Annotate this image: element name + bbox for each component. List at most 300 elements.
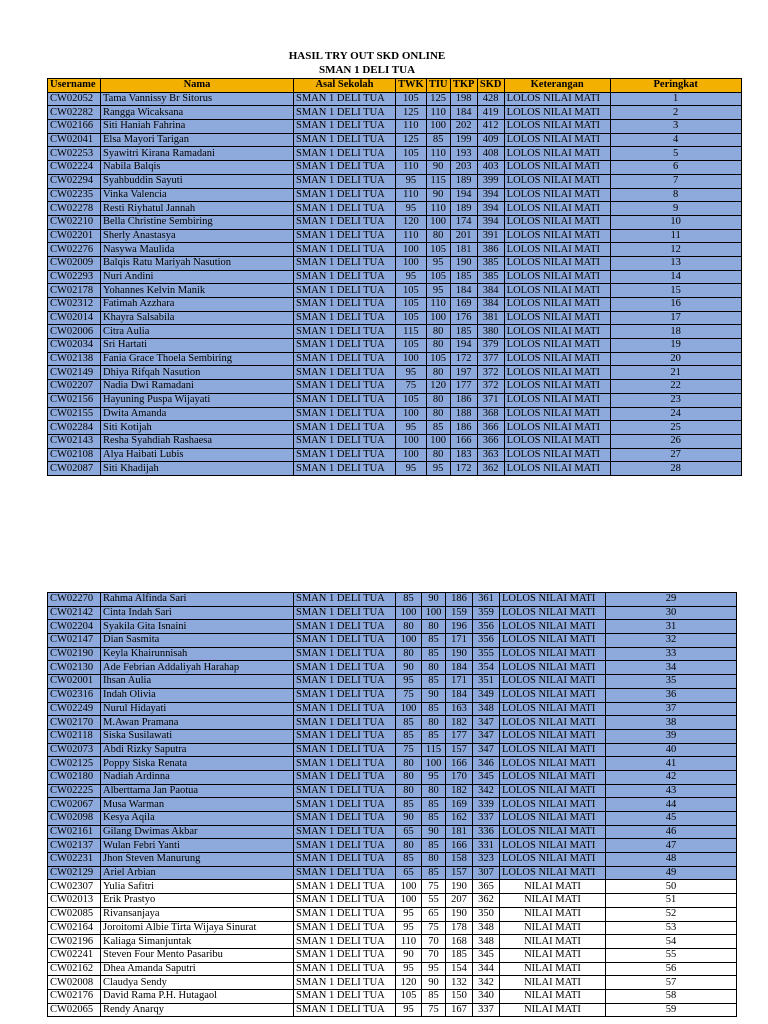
cell-skd: 361 xyxy=(473,593,500,607)
table-row xyxy=(48,298,742,312)
table-row xyxy=(48,866,737,880)
cell-peringkat: 46 xyxy=(606,825,737,839)
cell-username: CW02196 xyxy=(48,935,101,949)
cell-skd: 344 xyxy=(473,962,500,976)
cell-tiu: 75 xyxy=(422,921,446,935)
cell-twk: 75 xyxy=(396,380,427,394)
cell-nama: Ariel Arbian xyxy=(101,866,294,880)
cell-nama: Citra Aulia xyxy=(101,325,294,339)
cell-skd: 391 xyxy=(477,229,504,243)
cell-tkp: 194 xyxy=(450,188,477,202)
cell-asal-sekolah: SMAN 1 DELI TUA xyxy=(294,894,396,908)
cell-skd: 394 xyxy=(477,202,504,216)
cell-skd: 381 xyxy=(477,311,504,325)
cell-twk: 95 xyxy=(396,962,422,976)
cell-keterangan: LOLOS NILAI MATI xyxy=(504,270,610,284)
cell-keterangan: LOLOS NILAI MATI xyxy=(504,352,610,366)
cell-keterangan: LOLOS NILAI MATI xyxy=(504,311,610,325)
cell-twk: 95 xyxy=(396,270,427,284)
cell-peringkat: 41 xyxy=(606,757,737,771)
cell-peringkat: 54 xyxy=(606,935,737,949)
cell-username: CW02142 xyxy=(48,606,101,620)
table-row xyxy=(48,606,737,620)
cell-username: CW02125 xyxy=(48,757,101,771)
cell-skd: 403 xyxy=(477,161,504,175)
cell-peringkat: 32 xyxy=(606,634,737,648)
cell-nama: Erik Prastyo xyxy=(101,894,294,908)
cell-asal-sekolah: SMAN 1 DELI TUA xyxy=(294,989,396,1003)
cell-keterangan: LOLOS NILAI MATI xyxy=(504,339,610,353)
cell-skd: 408 xyxy=(477,147,504,161)
cell-tiu: 105 xyxy=(426,270,450,284)
cell-twk: 95 xyxy=(396,907,422,921)
cell-nama: Kaliaga Simanjuntak xyxy=(101,935,294,949)
table-row xyxy=(48,757,737,771)
cell-peringkat: 19 xyxy=(610,339,741,353)
cell-username: CW02241 xyxy=(48,948,101,962)
cell-twk: 115 xyxy=(396,325,427,339)
cell-username: CW02009 xyxy=(48,256,101,270)
cell-keterangan: LOLOS NILAI MATI xyxy=(504,407,610,421)
cell-asal-sekolah: SMAN 1 DELI TUA xyxy=(294,729,396,743)
cell-tkp: 169 xyxy=(446,798,473,812)
cell-tkp: 185 xyxy=(450,270,477,284)
cell-asal-sekolah: SMAN 1 DELI TUA xyxy=(294,825,396,839)
cell-peringkat: 35 xyxy=(606,675,737,689)
cell-twk: 85 xyxy=(396,798,422,812)
cell-peringkat: 3 xyxy=(610,120,741,134)
cell-tiu: 70 xyxy=(422,935,446,949)
cell-keterangan: LOLOS NILAI MATI xyxy=(504,120,610,134)
cell-tkp: 163 xyxy=(446,702,473,716)
cell-username: CW02294 xyxy=(48,174,101,188)
cell-peringkat: 15 xyxy=(610,284,741,298)
cell-username: CW02143 xyxy=(48,434,101,448)
cell-asal-sekolah: SMAN 1 DELI TUA xyxy=(294,702,396,716)
cell-asal-sekolah: SMAN 1 DELI TUA xyxy=(294,434,396,448)
cell-peringkat: 49 xyxy=(606,866,737,880)
cell-tkp: 157 xyxy=(446,866,473,880)
cell-tkp: 172 xyxy=(450,352,477,366)
cell-peringkat: 56 xyxy=(606,962,737,976)
cell-asal-sekolah: SMAN 1 DELI TUA xyxy=(294,161,396,175)
cell-username: CW02155 xyxy=(48,407,101,421)
cell-username: CW02204 xyxy=(48,620,101,634)
cell-nama: Siti Kotijah xyxy=(101,421,294,435)
cell-tiu: 80 xyxy=(426,325,450,339)
cell-twk: 95 xyxy=(396,421,427,435)
cell-asal-sekolah: SMAN 1 DELI TUA xyxy=(294,188,396,202)
cell-asal-sekolah: SMAN 1 DELI TUA xyxy=(294,352,396,366)
cell-peringkat: 24 xyxy=(610,407,741,421)
cell-username: CW02180 xyxy=(48,770,101,784)
cell-nama: Resti Riyhatul Jannah xyxy=(101,202,294,216)
cell-tiu: 85 xyxy=(422,866,446,880)
cell-skd: 371 xyxy=(477,393,504,407)
cell-username: CW02156 xyxy=(48,393,101,407)
cell-asal-sekolah: SMAN 1 DELI TUA xyxy=(294,716,396,730)
cell-twk: 105 xyxy=(396,284,427,298)
cell-asal-sekolah: SMAN 1 DELI TUA xyxy=(294,462,396,476)
cell-tkp: 186 xyxy=(446,593,473,607)
cell-nama: Wulan Febri Yanti xyxy=(101,839,294,853)
cell-skd: 346 xyxy=(473,757,500,771)
cell-twk: 80 xyxy=(396,839,422,853)
table-row xyxy=(48,907,737,921)
cell-username: CW02210 xyxy=(48,215,101,229)
cell-asal-sekolah: SMAN 1 DELI TUA xyxy=(294,243,396,257)
cell-peringkat: 2 xyxy=(610,106,741,120)
cell-asal-sekolah: SMAN 1 DELI TUA xyxy=(294,106,396,120)
cell-tkp: 181 xyxy=(446,825,473,839)
cell-asal-sekolah: SMAN 1 DELI TUA xyxy=(294,133,396,147)
cell-tiu: 85 xyxy=(422,989,446,1003)
cell-tiu: 85 xyxy=(426,421,450,435)
cell-twk: 100 xyxy=(396,634,422,648)
cell-asal-sekolah: SMAN 1 DELI TUA xyxy=(294,311,396,325)
cell-username: CW02138 xyxy=(48,352,101,366)
table-row xyxy=(48,215,742,229)
cell-tkp: 190 xyxy=(446,880,473,894)
cell-keterangan: LOLOS NILAI MATI xyxy=(500,647,606,661)
cell-username: CW02235 xyxy=(48,188,101,202)
cell-nama: Bella Christine Sembiring xyxy=(101,215,294,229)
cell-twk: 105 xyxy=(396,393,427,407)
cell-peringkat: 55 xyxy=(606,948,737,962)
cell-keterangan: NILAI MATI xyxy=(500,976,606,990)
cell-tiu: 95 xyxy=(422,770,446,784)
cell-skd: 337 xyxy=(473,812,500,826)
cell-twk: 100 xyxy=(396,880,422,894)
table-row xyxy=(48,798,737,812)
cell-twk: 100 xyxy=(396,256,427,270)
cell-tiu: 110 xyxy=(426,202,450,216)
cell-tiu: 105 xyxy=(426,243,450,257)
table-row xyxy=(48,675,737,689)
cell-peringkat: 31 xyxy=(606,620,737,634)
cell-keterangan: LOLOS NILAI MATI xyxy=(500,688,606,702)
cell-tkp: 169 xyxy=(450,298,477,312)
cell-nama: Hayuning Puspa Wijayati xyxy=(101,393,294,407)
cell-username: CW02098 xyxy=(48,812,101,826)
cell-asal-sekolah: SMAN 1 DELI TUA xyxy=(294,215,396,229)
table-row xyxy=(48,92,742,106)
cell-username: CW02284 xyxy=(48,421,101,435)
cell-tkp: 190 xyxy=(450,256,477,270)
cell-tiu: 100 xyxy=(426,434,450,448)
cell-asal-sekolah: SMAN 1 DELI TUA xyxy=(294,853,396,867)
cell-skd: 342 xyxy=(473,784,500,798)
cell-tiu: 120 xyxy=(426,380,450,394)
header-asal-sekolah: Asal Sekolah xyxy=(294,79,396,93)
table-row xyxy=(48,770,737,784)
cell-peringkat: 33 xyxy=(606,647,737,661)
cell-peringkat: 52 xyxy=(606,907,737,921)
cell-nama: Alberttama Jan Paotua xyxy=(101,784,294,798)
cell-peringkat: 18 xyxy=(610,325,741,339)
cell-peringkat: 27 xyxy=(610,448,741,462)
cell-tkp: 189 xyxy=(450,174,477,188)
cell-keterangan: LOLOS NILAI MATI xyxy=(500,853,606,867)
cell-skd: 345 xyxy=(473,770,500,784)
cell-asal-sekolah: SMAN 1 DELI TUA xyxy=(294,120,396,134)
cell-nama: Alya Haibati Lubis xyxy=(101,448,294,462)
cell-username: CW02108 xyxy=(48,448,101,462)
cell-username: CW02276 xyxy=(48,243,101,257)
cell-keterangan: LOLOS NILAI MATI xyxy=(504,147,610,161)
cell-tkp: 182 xyxy=(446,716,473,730)
cell-peringkat: 30 xyxy=(606,606,737,620)
cell-asal-sekolah: SMAN 1 DELI TUA xyxy=(294,921,396,935)
cell-twk: 105 xyxy=(396,339,427,353)
cell-username: CW02073 xyxy=(48,743,101,757)
cell-tkp: 166 xyxy=(446,839,473,853)
cell-tkp: 132 xyxy=(446,976,473,990)
cell-tiu: 80 xyxy=(422,853,446,867)
cell-asal-sekolah: SMAN 1 DELI TUA xyxy=(294,202,396,216)
cell-username: CW02129 xyxy=(48,866,101,880)
cell-tkp: 166 xyxy=(446,757,473,771)
cell-nama: Khayra Salsabila xyxy=(101,311,294,325)
cell-tkp: 178 xyxy=(446,921,473,935)
cell-asal-sekolah: SMAN 1 DELI TUA xyxy=(294,421,396,435)
cell-tkp: 150 xyxy=(446,989,473,1003)
cell-tiu: 105 xyxy=(426,352,450,366)
cell-peringkat: 4 xyxy=(610,133,741,147)
cell-twk: 95 xyxy=(396,921,422,935)
cell-nama: Fatimah Azzhara xyxy=(101,298,294,312)
cell-nama: Fania Grace Thoela Sembiring xyxy=(101,352,294,366)
table-row xyxy=(48,120,742,134)
cell-username: CW02085 xyxy=(48,907,101,921)
cell-username: CW02006 xyxy=(48,325,101,339)
cell-tiu: 70 xyxy=(422,948,446,962)
cell-tiu: 80 xyxy=(426,366,450,380)
cell-username: CW02253 xyxy=(48,147,101,161)
cell-twk: 100 xyxy=(396,894,422,908)
cell-username: CW02164 xyxy=(48,921,101,935)
cell-keterangan: NILAI MATI xyxy=(500,894,606,908)
cell-asal-sekolah: SMAN 1 DELI TUA xyxy=(294,962,396,976)
cell-peringkat: 43 xyxy=(606,784,737,798)
cell-nama: Dian Sasmita xyxy=(101,634,294,648)
table-row xyxy=(48,270,742,284)
cell-skd: 351 xyxy=(473,675,500,689)
cell-skd: 323 xyxy=(473,853,500,867)
cell-tkp: 171 xyxy=(446,634,473,648)
cell-tiu: 80 xyxy=(422,716,446,730)
cell-keterangan: LOLOS NILAI MATI xyxy=(504,243,610,257)
cell-nama: Joroitomi Albie Tirta Wijaya Sinurat xyxy=(101,921,294,935)
cell-nama: Syawitri Kirana Ramadani xyxy=(101,147,294,161)
cell-skd: 362 xyxy=(473,894,500,908)
table-row xyxy=(48,339,742,353)
cell-twk: 110 xyxy=(396,161,427,175)
cell-username: CW02249 xyxy=(48,702,101,716)
cell-peringkat: 53 xyxy=(606,921,737,935)
cell-username: CW02147 xyxy=(48,634,101,648)
cell-nama: Dwita Amanda xyxy=(101,407,294,421)
cell-twk: 95 xyxy=(396,675,422,689)
cell-tiu: 115 xyxy=(422,743,446,757)
table-row xyxy=(48,284,742,298)
cell-twk: 100 xyxy=(396,434,427,448)
cell-skd: 354 xyxy=(473,661,500,675)
cell-tkp: 157 xyxy=(446,743,473,757)
header-peringkat: Peringkat xyxy=(610,79,741,93)
cell-tiu: 85 xyxy=(422,675,446,689)
table-row xyxy=(48,256,742,270)
cell-asal-sekolah: SMAN 1 DELI TUA xyxy=(294,620,396,634)
cell-skd: 394 xyxy=(477,188,504,202)
cell-peringkat: 22 xyxy=(610,380,741,394)
cell-tiu: 90 xyxy=(426,161,450,175)
cell-keterangan: NILAI MATI xyxy=(500,907,606,921)
cell-keterangan: NILAI MATI xyxy=(500,935,606,949)
cell-tiu: 80 xyxy=(422,661,446,675)
cell-username: CW02052 xyxy=(48,92,101,106)
cell-peringkat: 34 xyxy=(606,661,737,675)
cell-nama: Abdi Rizky Saputra xyxy=(101,743,294,757)
cell-peringkat: 26 xyxy=(610,434,741,448)
table-row xyxy=(48,188,742,202)
cell-username: CW02065 xyxy=(48,1003,101,1017)
cell-twk: 120 xyxy=(396,976,422,990)
cell-keterangan: LOLOS NILAI MATI xyxy=(504,174,610,188)
cell-asal-sekolah: SMAN 1 DELI TUA xyxy=(294,606,396,620)
cell-username: CW02231 xyxy=(48,853,101,867)
cell-username: CW02041 xyxy=(48,133,101,147)
header-nama: Nama xyxy=(101,79,294,93)
cell-peringkat: 11 xyxy=(610,229,741,243)
cell-username: CW02001 xyxy=(48,675,101,689)
cell-username: CW02224 xyxy=(48,161,101,175)
cell-twk: 110 xyxy=(396,120,427,134)
cell-username: CW02034 xyxy=(48,339,101,353)
cell-skd: 349 xyxy=(473,688,500,702)
table-row xyxy=(48,202,742,216)
cell-asal-sekolah: SMAN 1 DELI TUA xyxy=(294,593,396,607)
table-row xyxy=(48,729,737,743)
cell-peringkat: 25 xyxy=(610,421,741,435)
cell-skd: 419 xyxy=(477,106,504,120)
cell-nama: Sherly Anastasya xyxy=(101,229,294,243)
cell-tkp: 162 xyxy=(446,812,473,826)
cell-asal-sekolah: SMAN 1 DELI TUA xyxy=(294,907,396,921)
cell-tiu: 115 xyxy=(426,174,450,188)
cell-tkp: 190 xyxy=(446,907,473,921)
cell-peringkat: 58 xyxy=(606,989,737,1003)
cell-tiu: 75 xyxy=(422,1003,446,1017)
cell-twk: 95 xyxy=(396,366,427,380)
table-row xyxy=(48,743,737,757)
cell-tkp: 158 xyxy=(446,853,473,867)
cell-peringkat: 51 xyxy=(606,894,737,908)
cell-keterangan: LOLOS NILAI MATI xyxy=(504,188,610,202)
cell-tkp: 197 xyxy=(450,366,477,380)
cell-nama: Yulia Safitri xyxy=(101,880,294,894)
cell-username: CW02137 xyxy=(48,839,101,853)
cell-tiu: 100 xyxy=(426,311,450,325)
cell-skd: 385 xyxy=(477,256,504,270)
cell-keterangan: NILAI MATI xyxy=(500,962,606,976)
cell-username: CW02278 xyxy=(48,202,101,216)
cell-tiu: 65 xyxy=(422,907,446,921)
cell-nama: Ade Febrian Addaliyah Harahap xyxy=(101,661,294,675)
table-row xyxy=(48,825,737,839)
table-row xyxy=(48,921,737,935)
cell-twk: 95 xyxy=(396,462,427,476)
cell-skd: 348 xyxy=(473,702,500,716)
cell-tiu: 80 xyxy=(426,339,450,353)
cell-keterangan: LOLOS NILAI MATI xyxy=(500,729,606,743)
cell-keterangan: LOLOS NILAI MATI xyxy=(500,798,606,812)
cell-nama: Nurul Hidayati xyxy=(101,702,294,716)
cell-asal-sekolah: SMAN 1 DELI TUA xyxy=(294,339,396,353)
cell-nama: Nadia Dwi Ramadani xyxy=(101,380,294,394)
cell-twk: 65 xyxy=(396,825,422,839)
table-row xyxy=(48,948,737,962)
table-row xyxy=(48,434,742,448)
cell-asal-sekolah: SMAN 1 DELI TUA xyxy=(294,270,396,284)
cell-asal-sekolah: SMAN 1 DELI TUA xyxy=(294,92,396,106)
cell-skd: 340 xyxy=(473,989,500,1003)
cell-tkp: 171 xyxy=(446,675,473,689)
cell-skd: 384 xyxy=(477,284,504,298)
cell-nama: Rivansanjaya xyxy=(101,907,294,921)
cell-asal-sekolah: SMAN 1 DELI TUA xyxy=(294,393,396,407)
table-row xyxy=(48,880,737,894)
cell-twk: 110 xyxy=(396,188,427,202)
cell-skd: 347 xyxy=(473,743,500,757)
cell-nama: Poppy Siska Renata xyxy=(101,757,294,771)
cell-peringkat: 47 xyxy=(606,839,737,853)
cell-skd: 362 xyxy=(477,462,504,476)
cell-tiu: 110 xyxy=(426,298,450,312)
cell-keterangan: LOLOS NILAI MATI xyxy=(500,620,606,634)
cell-twk: 95 xyxy=(396,202,427,216)
cell-skd: 365 xyxy=(473,880,500,894)
cell-skd: 356 xyxy=(473,620,500,634)
document-title: HASIL TRY OUT SKD ONLINE xyxy=(288,50,446,62)
cell-tiu: 95 xyxy=(426,256,450,270)
cell-tiu: 85 xyxy=(422,702,446,716)
cell-skd: 331 xyxy=(473,839,500,853)
cell-username: CW02201 xyxy=(48,229,101,243)
cell-tiu: 75 xyxy=(422,880,446,894)
cell-peringkat: 37 xyxy=(606,702,737,716)
cell-tkp: 182 xyxy=(446,784,473,798)
cell-tiu: 100 xyxy=(426,215,450,229)
cell-tiu: 95 xyxy=(426,284,450,298)
cell-asal-sekolah: SMAN 1 DELI TUA xyxy=(294,661,396,675)
cell-twk: 85 xyxy=(396,853,422,867)
cell-peringkat: 57 xyxy=(606,976,737,990)
cell-skd: 356 xyxy=(473,634,500,648)
cell-peringkat: 12 xyxy=(610,243,741,257)
cell-twk: 105 xyxy=(396,298,427,312)
cell-peringkat: 10 xyxy=(610,215,741,229)
cell-nama: Nadiah Ardinna xyxy=(101,770,294,784)
cell-twk: 105 xyxy=(396,989,422,1003)
cell-twk: 110 xyxy=(396,229,427,243)
cell-peringkat: 48 xyxy=(606,853,737,867)
cell-keterangan: LOLOS NILAI MATI xyxy=(500,770,606,784)
cell-nama: Syahbuddin Sayuti xyxy=(101,174,294,188)
cell-asal-sekolah: SMAN 1 DELI TUA xyxy=(294,647,396,661)
table-row xyxy=(48,147,742,161)
cell-tkp: 189 xyxy=(450,202,477,216)
